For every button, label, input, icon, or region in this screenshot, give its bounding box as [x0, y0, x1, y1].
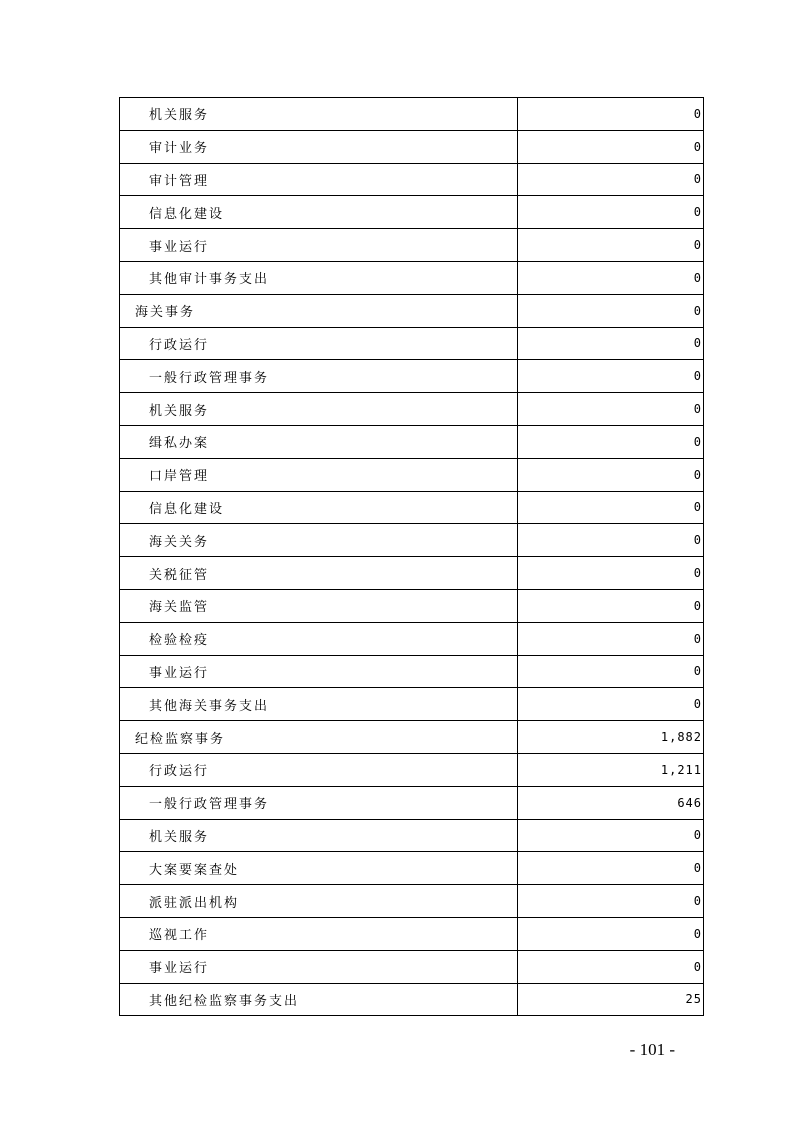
item-name-cell: 信息化建设	[120, 491, 518, 524]
amount-cell: 0	[518, 196, 704, 229]
table-row	[120, 130, 704, 163]
amount-cell: 0	[518, 557, 704, 590]
item-name-cell: 事业运行	[120, 950, 518, 983]
item-name-cell: 行政运行	[120, 753, 518, 786]
amount-cell: 0	[518, 98, 704, 131]
amount-cell: 0	[518, 425, 704, 458]
table-row	[120, 950, 704, 983]
item-name-cell: 事业运行	[120, 229, 518, 262]
category-name-cell: 纪检监察事务	[120, 721, 518, 754]
table-row	[120, 589, 704, 622]
item-name-cell: 海关关务	[120, 524, 518, 557]
item-name-cell: 其他海关事务支出	[120, 688, 518, 721]
amount-cell: 0	[518, 294, 704, 327]
table-row	[120, 98, 704, 131]
item-name-cell: 检验检疫	[120, 622, 518, 655]
item-name-cell: 事业运行	[120, 655, 518, 688]
amount-cell: 0	[518, 819, 704, 852]
item-name-cell: 行政运行	[120, 327, 518, 360]
amount-cell: 646	[518, 786, 704, 819]
table-row	[120, 425, 704, 458]
amount-cell: 0	[518, 130, 704, 163]
category-name-cell: 海关事务	[120, 294, 518, 327]
table-row	[120, 852, 704, 885]
item-name-cell: 其他纪检监察事务支出	[120, 983, 518, 1016]
item-name-cell: 关税征管	[120, 557, 518, 590]
amount-cell: 0	[518, 163, 704, 196]
item-name-cell: 巡视工作	[120, 917, 518, 950]
table-row	[120, 622, 704, 655]
table-row	[120, 721, 704, 754]
amount-cell: 0	[518, 852, 704, 885]
item-name-cell: 大案要案查处	[120, 852, 518, 885]
amount-cell: 1,882	[518, 721, 704, 754]
table-row	[120, 229, 704, 262]
table-row	[120, 885, 704, 918]
amount-cell: 0	[518, 524, 704, 557]
item-name-cell: 信息化建设	[120, 196, 518, 229]
item-name-cell: 其他审计事务支出	[120, 261, 518, 294]
budget-table-body	[120, 98, 704, 1016]
amount-cell: 1,211	[518, 753, 704, 786]
table-row	[120, 458, 704, 491]
amount-cell: 0	[518, 622, 704, 655]
budget-table	[119, 97, 704, 1016]
amount-cell: 0	[518, 950, 704, 983]
table-row	[120, 294, 704, 327]
table-row	[120, 327, 704, 360]
table-row	[120, 753, 704, 786]
amount-cell: 0	[518, 360, 704, 393]
table-row	[120, 655, 704, 688]
item-name-cell: 派驻派出机构	[120, 885, 518, 918]
amount-cell: 0	[518, 229, 704, 262]
item-name-cell: 机关服务	[120, 819, 518, 852]
table-row	[120, 688, 704, 721]
amount-cell: 0	[518, 655, 704, 688]
table-row	[120, 557, 704, 590]
amount-cell: 0	[518, 885, 704, 918]
amount-cell: 0	[518, 688, 704, 721]
amount-cell: 0	[518, 917, 704, 950]
item-name-cell: 一般行政管理事务	[120, 786, 518, 819]
amount-cell: 0	[518, 491, 704, 524]
amount-cell: 0	[518, 458, 704, 491]
item-name-cell: 口岸管理	[120, 458, 518, 491]
amount-cell: 0	[518, 393, 704, 426]
table-row	[120, 819, 704, 852]
item-name-cell: 审计业务	[120, 130, 518, 163]
table-row	[120, 393, 704, 426]
amount-cell: 0	[518, 327, 704, 360]
item-name-cell: 缉私办案	[120, 425, 518, 458]
table-row	[120, 196, 704, 229]
item-name-cell: 海关监管	[120, 589, 518, 622]
table-row	[120, 163, 704, 196]
page-number: - 101 -	[629, 1040, 675, 1059]
item-name-cell: 机关服务	[120, 393, 518, 426]
table-row	[120, 786, 704, 819]
table-row	[120, 983, 704, 1016]
amount-cell: 0	[518, 589, 704, 622]
table-row	[120, 360, 704, 393]
table-row	[120, 917, 704, 950]
table-row	[120, 261, 704, 294]
table-row	[120, 524, 704, 557]
amount-cell: 25	[518, 983, 704, 1016]
table-row	[120, 491, 704, 524]
item-name-cell: 审计管理	[120, 163, 518, 196]
item-name-cell: 机关服务	[120, 98, 518, 131]
amount-cell: 0	[518, 261, 704, 294]
item-name-cell: 一般行政管理事务	[120, 360, 518, 393]
